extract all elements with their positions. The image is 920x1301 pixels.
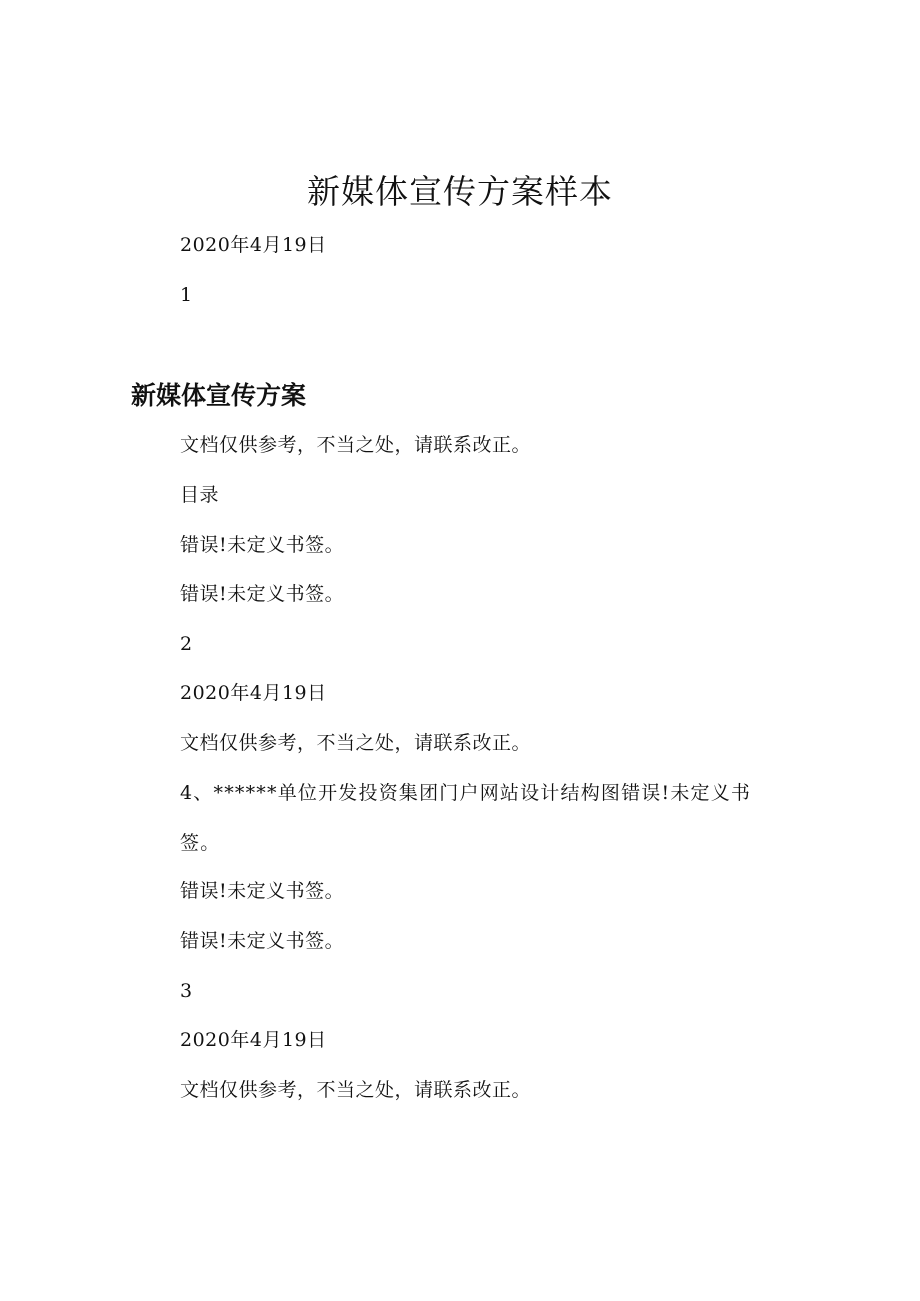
toc-item-4: 4、******单位开发投资集团门户网站设计结构图错误!未定义书签。 xyxy=(180,782,752,854)
error-line-3: 错误!未定义书签。 xyxy=(180,880,345,902)
notice-line-1: 文档仅供参考，不当之处，请联系改正。 xyxy=(180,434,532,456)
date-line-3: 2020年4月19日 xyxy=(180,1029,327,1051)
page-number-1: 1 xyxy=(180,284,193,306)
toc-label: 目录 xyxy=(180,484,220,506)
notice-line-3: 文档仅供参考，不当之处，请联系改正。 xyxy=(180,1079,532,1101)
notice-line-2: 文档仅供参考，不当之处，请联系改正。 xyxy=(180,732,532,754)
date-line-2: 2020年4月19日 xyxy=(180,682,327,704)
section-heading: 新媒体宣传方案 xyxy=(131,381,307,410)
document-title: 新媒体宣传方案样本 xyxy=(307,172,613,211)
error-line-1: 错误!未定义书签。 xyxy=(180,534,345,556)
page-number-2: 2 xyxy=(180,633,193,655)
error-line-2: 错误!未定义书签。 xyxy=(180,583,345,605)
error-line-4: 错误!未定义书签。 xyxy=(180,930,345,952)
date-line-1: 2020年4月19日 xyxy=(180,234,327,256)
page-number-3: 3 xyxy=(180,980,193,1002)
